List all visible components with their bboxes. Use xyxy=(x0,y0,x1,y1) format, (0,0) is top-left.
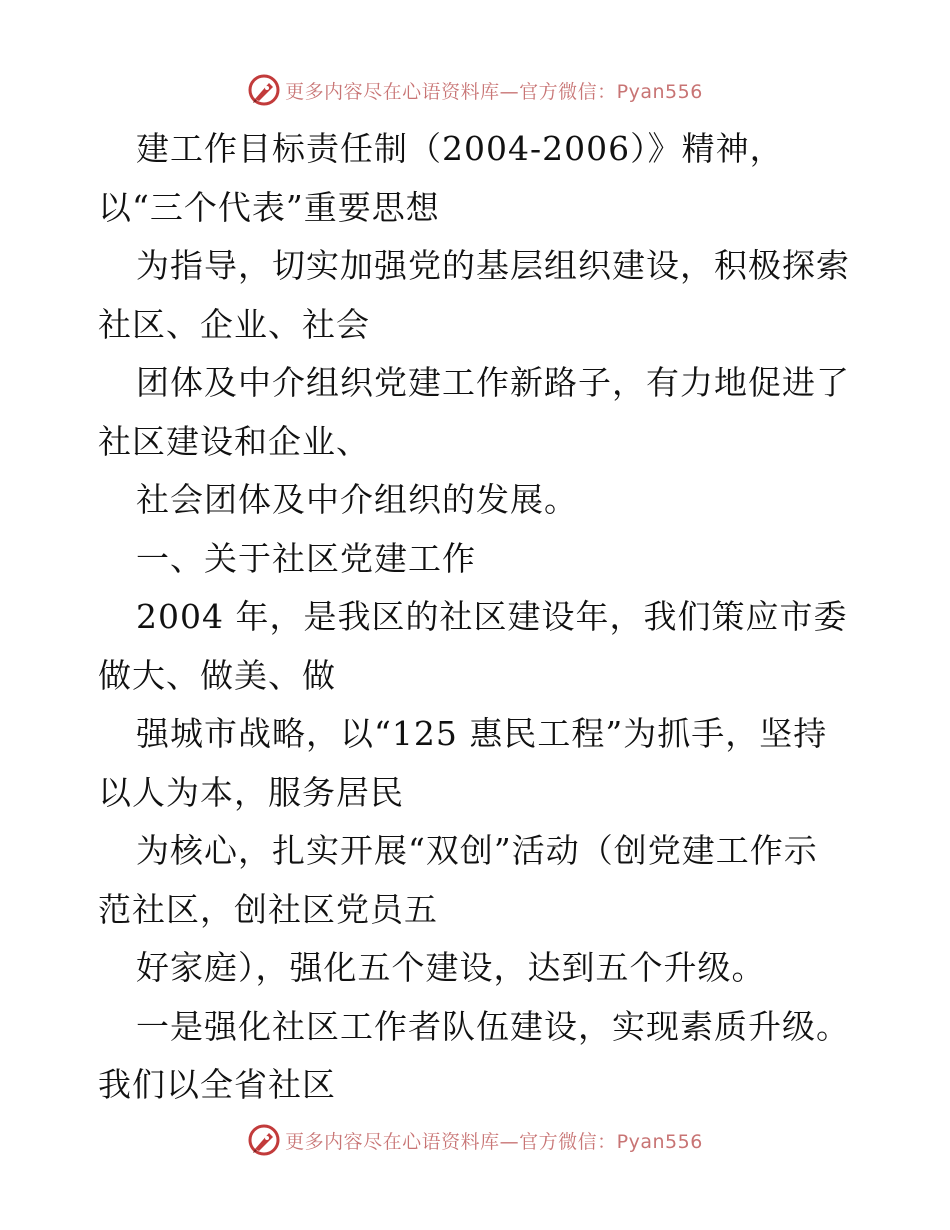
body-line: 一是强化社区工作者队伍建设，实现素质升级。 xyxy=(136,1006,850,1046)
body-line: 我们以全省社区 xyxy=(98,1065,336,1104)
body-line: 以“三个代表”重要思想 xyxy=(98,187,440,227)
body-line: 社区、企业、社会 xyxy=(98,304,370,344)
pen-logo-icon xyxy=(247,1123,281,1157)
banner-text: 更多内容尽在心语资料库—官方微信：Pyan556 xyxy=(285,1130,703,1153)
body-line: 社区建设和企业、 xyxy=(98,421,370,461)
body-line: 团体及中介组织党建工作新路子，有力地促进了 xyxy=(136,363,850,402)
body-line: 为指导，切实加强党的基层组织建设，积极探索 xyxy=(136,246,850,285)
body-line: 强城市战略，以“125 惠民工程”为抓手，坚持 xyxy=(136,714,828,753)
document-body xyxy=(98,120,858,1115)
body-line: 范社区，创社区党员五 xyxy=(98,889,438,929)
header-banner xyxy=(0,70,950,110)
footer-banner xyxy=(0,1120,950,1160)
body-line: 好家庭），强化五个建设，达到五个升级。 xyxy=(136,948,766,987)
body-line: 社会团体及中介组织的发展。 xyxy=(136,480,578,519)
body-line: 一、关于社区党建工作 xyxy=(136,538,476,578)
body-line: 做大、做美、做 xyxy=(98,655,336,695)
body-line: 为核心，扎实开展“双创”活动（创党建工作示 xyxy=(136,831,818,870)
body-line: 以人为本，服务居民 xyxy=(98,772,404,812)
pen-logo-icon xyxy=(247,73,281,107)
body-line: 建工作目标责任制（2004-2006）》精神， xyxy=(136,129,784,168)
banner-text: 更多内容尽在心语资料库—官方微信：Pyan556 xyxy=(285,80,703,103)
body-line: 2004 年，是我区的社区建设年，我们策应市委 xyxy=(136,597,848,636)
